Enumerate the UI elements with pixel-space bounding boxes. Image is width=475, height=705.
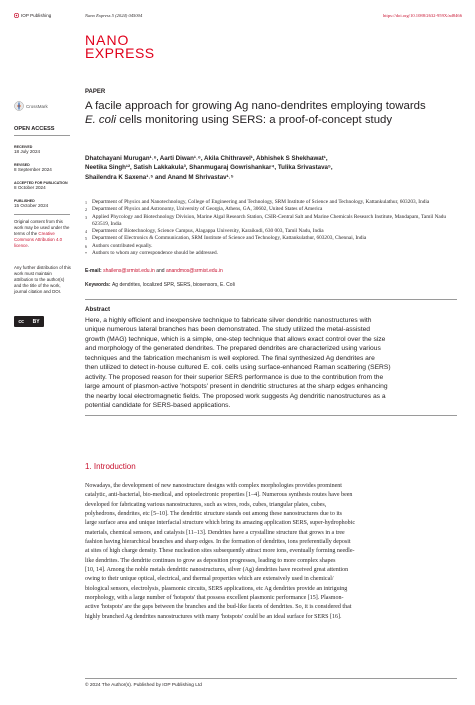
intro-line: Nowadays, the development of new nanostructure designs with complex morphologies provides prominent	[85, 483, 342, 489]
correspondence-email	[85, 268, 223, 274]
title-italic: E. coli	[85, 114, 117, 126]
affiliation-text: Authors to whom any correspondence should be addressed.	[92, 250, 218, 257]
iop-logo-icon	[14, 13, 19, 18]
intro-line: active 'hotspots' are the gaps between the branches and the bud-like facets of dendrites. So, it is considered that	[85, 604, 352, 611]
affiliation-item	[85, 206, 457, 213]
crossmark-label: CrossMark	[26, 103, 48, 109]
cc-icon: cc	[18, 318, 24, 325]
abstract-line: the nearby local electromagnetic fields. The proposed work suggests Ag dendritic nanostructures as a	[85, 392, 386, 400]
article-type: PAPER	[85, 89, 106, 95]
date-label: PUBLISHED	[14, 199, 35, 203]
doi-link[interactable]: https://doi.org/10.1088/2632-959X/ad8466	[382, 13, 462, 18]
article-title	[85, 99, 455, 127]
affiliation-item	[85, 235, 457, 242]
cc-license-badge[interactable]	[14, 316, 44, 327]
abstract-end-divider	[85, 415, 457, 416]
sidebar-divider	[14, 135, 70, 136]
abstract-line: activity. The proposed reason for their superior SERS performance is due to the contribution from the	[85, 373, 384, 381]
affiliation-text: Department of Physics and Astronomy, University of Georgia, Athens, GA, 30602, United States of America	[92, 206, 323, 213]
title-line-2	[85, 113, 455, 127]
sidebar-divider	[14, 214, 70, 215]
affiliation-number: 4	[85, 229, 87, 235]
journal-logo-line1: NANO	[85, 32, 130, 48]
abstract-line: then utilized to detect in-house cultured E. coli. cells using surface-enhanced Raman scattering (SERS)	[85, 364, 391, 372]
date-value: 8 October 2024	[14, 185, 46, 190]
attribution-statement: Any further distribution of this work must maintain attribution to the author(s) and the title of the work, journal citation and DOI.	[14, 265, 71, 294]
affiliation-text: Authors contributed equally.	[92, 242, 153, 249]
footer-divider	[85, 678, 457, 679]
abstract-body	[85, 316, 457, 411]
email-link-1[interactable]: shailens@srmist.edu.in	[103, 268, 155, 274]
date-received	[14, 145, 74, 155]
crossmark-icon	[14, 101, 24, 111]
affiliation-item	[85, 250, 457, 257]
affiliation-number: 5	[85, 236, 87, 242]
intro-line: biological sensors, electrolysis, plasmonic circuits, SERS applications, etc Ag dendrites provide an intriguing	[85, 585, 348, 592]
abstract-divider	[85, 299, 457, 300]
date-label: RECEIVED	[14, 145, 33, 149]
email-label: E-mail:	[85, 268, 104, 274]
affiliation-number: 1	[85, 200, 87, 205]
crossmark-badge[interactable]	[14, 100, 62, 112]
journal-logo	[85, 34, 205, 60]
intro-line: morphology, with a large number of 'hotspots' that possess excellent plasmonic performance [15]. Plasmon-	[85, 595, 344, 602]
license-link[interactable]: Creative Commons Attribution 4.0 licence	[14, 230, 63, 248]
affiliation-number: 6	[85, 243, 87, 249]
intro-line: developed for fabricating various nanostructures, such as wires, rods, cubes, triangular plates, cubes,	[85, 501, 327, 508]
introduction-body	[85, 482, 457, 622]
abstract-line: growth (MAG) technique, which is a simple, one-step technique that allows exact control over the size	[85, 335, 386, 343]
affiliation-item	[85, 243, 457, 250]
intro-line: polyhedrons, dendrites, etc [5–10]. The dendritic structure stands out among these nanostructures due to its	[85, 511, 342, 518]
intro-line: materials, chemical sensors, and catalysis [11–13]. Dendrites have a crystalline structure that grows in a tree	[85, 529, 345, 536]
affiliation-text: Department of Biotechnology, Science Campus, Alagappa University, Karaikudi, 630 003, Tamil Nadu, India	[92, 228, 324, 235]
author-line: Neetika Singh¹², Satish Lakkakula³, Shanmugaraj Gowrishankar⁴, Tulika Srivastava⁵,	[85, 164, 333, 172]
publisher-name: IOP Publishing	[21, 13, 52, 18]
author-line: Shailendra K Saxena¹˒⁵ and Anand M Shrivastav¹˒⁵	[85, 173, 234, 181]
section-heading-introduction: 1. Introduction	[85, 462, 136, 471]
copyright-footer: © 2024 The Author(s). Published by IOP Publishing Ltd	[85, 683, 202, 688]
keywords-label: Keywords:	[85, 282, 112, 288]
date-published	[14, 199, 74, 209]
open-access-label	[14, 126, 74, 132]
date-accepted	[14, 181, 74, 191]
intro-line: catalytic, anti-bacterial, bio-medical, and optoelectronic properties [1–4]. Numerous synthesis routes have been	[85, 492, 353, 499]
affiliation-number: *	[85, 251, 87, 257]
email-link-2[interactable]: anandmos@srmist.edu.in	[165, 268, 223, 274]
intro-line: fashion having hierarchical branches and sharp edges. In the formation of dendrites, ions preferentially deposit	[85, 539, 351, 546]
intro-line: highly branched Ag dendrites nanostructures with many 'hotspots' could be an ideal surface for SERS [16].	[85, 613, 342, 620]
abstract-line: techniques and the fabrication mechanism is well explored. The final synthesized Ag dendrites are	[85, 354, 375, 362]
affiliation-text: Department of Physics and Nanotechnology, College of Engineering and Technology, SRM Institute of Science and Technology, Kattankulathur, 603203, India	[92, 199, 430, 205]
intro-line: at sites of high charge density. These nucleation sites subsequently attract more ions, eventually forming needle-	[85, 548, 355, 555]
by-icon: BY	[32, 318, 40, 325]
intro-line: like dendrites. The dendrite continues to grow as deposition progresses, leading to more complex shapes	[85, 557, 336, 564]
license-text: Original content from this work may be used under the terms of the	[14, 219, 70, 236]
affiliations	[85, 199, 457, 257]
author-line: Dhatchayani Murugan¹˒⁶, Aarti Diwan¹˒⁶, Akila Chithravel¹, Abhishek S Shekhawat¹,	[85, 155, 328, 162]
date-value: 8 September 2024	[14, 167, 52, 172]
date-value: 18 July 2024	[14, 149, 41, 154]
affiliation-text: Department of Electronics & Communication, SRM Institute of Science and Technology, Kattankulathur, 603203, Chennai, India	[92, 235, 367, 242]
journal-reference: Nano Express 5 (2024) 045004	[85, 13, 143, 18]
publisher-logo	[14, 13, 51, 18]
affiliation-number: 2	[85, 207, 87, 213]
intro-line: large surface area and unique interfacial structure which bring its amazing application SERS, super-hydrophobic	[85, 520, 356, 527]
abstract-line: potential candidate for SERS-based applications.	[85, 402, 231, 410]
abstract-heading: Abstract	[85, 306, 111, 313]
abstract-line: and morphology of the generated dendrites. The prepared dendrites are characterized using various	[85, 345, 381, 353]
keywords-text: Ag dendrites, localized SPR, SERS, biosensors, E. Coli	[111, 282, 235, 288]
license-statement	[14, 219, 72, 249]
date-value: 15 October 2024	[14, 203, 49, 208]
keywords	[85, 282, 235, 288]
intro-line: owing to their unique optical, electrical, and thermal properties which are extensively used in chemical/	[85, 576, 334, 583]
affiliation-number: 3	[85, 214, 87, 220]
license-text-end: .	[27, 242, 29, 248]
title-rest: cells monitoring using SERS: a proof-of-concept study	[116, 114, 393, 126]
intro-line: [10, 14]. Among the noble metals dendritic nanostructures, silver (Ag) dendrites have received great attention	[85, 567, 349, 574]
date-revised	[14, 163, 74, 173]
title-line-1: A facile approach for growing Ag nano-dendrites employing towards	[85, 100, 426, 112]
email-and: and	[154, 268, 166, 274]
date-label: ACCEPTED FOR PUBLICATION	[14, 181, 68, 185]
abstract-line: unique numerous lateral branches has been demonstrated. The study utilized the metal-assisted	[85, 326, 371, 334]
open-access-text: OPEN ACCESS	[14, 126, 55, 132]
affiliation-item	[85, 214, 457, 229]
abstract-line: large amount of plasmon-active 'hotspots' present in dendritic structures at the sharp edges enhancing	[85, 383, 388, 391]
abstract-line: Here, a highly efficient and inexpensive technique to fabricate silver dendritic nanostructures with	[85, 317, 372, 324]
journal-logo-line2: EXPRESS	[85, 45, 155, 61]
author-list	[85, 154, 445, 182]
affiliation-text: Applied Phycology and Biotechnology Division, Marine Algal Research Station, CSIR-Central Salt and Marine Chemicals Research Institute, Mandapam, Tamil Nadu 623519, India	[92, 213, 447, 227]
date-label: REVISED	[14, 163, 30, 167]
